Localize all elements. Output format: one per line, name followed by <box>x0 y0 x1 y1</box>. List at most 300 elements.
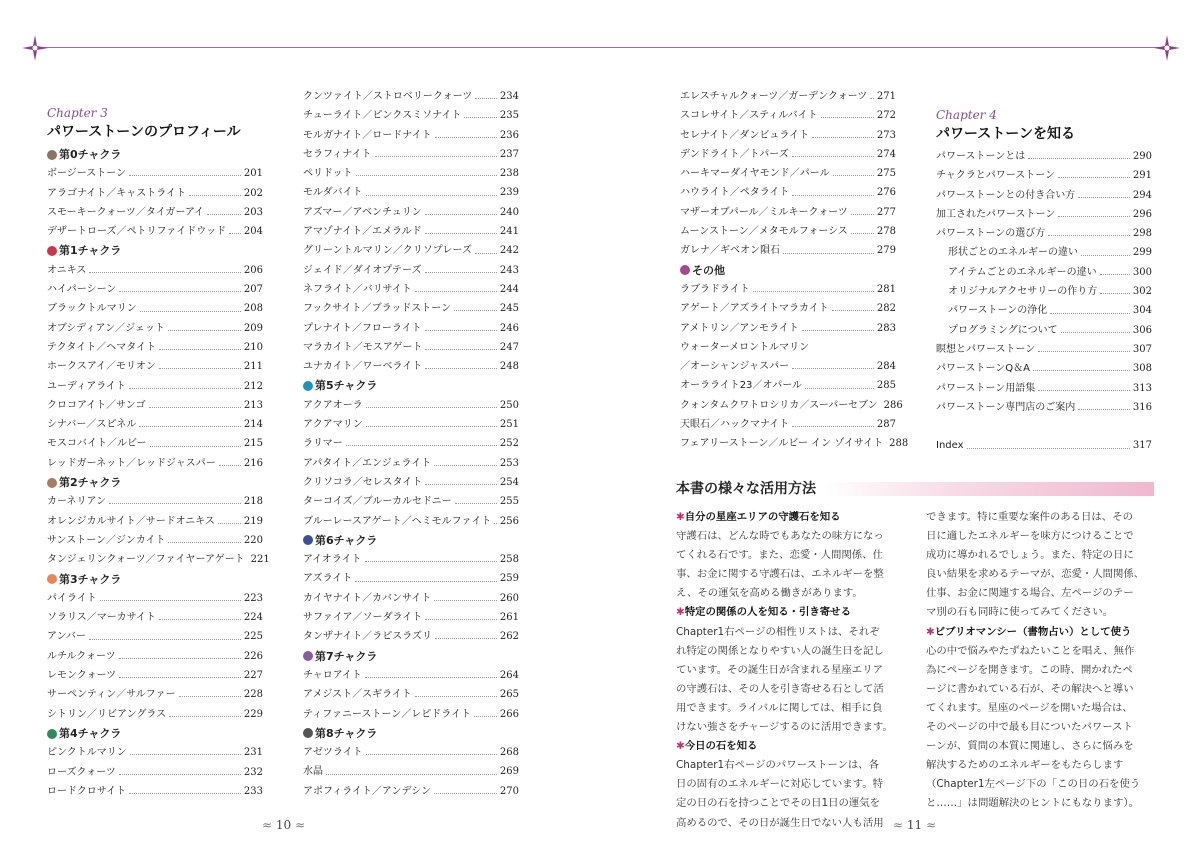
page-number: 209 <box>243 322 263 334</box>
toc-entry[interactable] <box>936 398 1152 417</box>
dot-leader <box>366 407 497 408</box>
usage-subheading <box>676 737 908 756</box>
page-number: 271 <box>876 91 896 102</box>
page-number: 236 <box>499 129 519 141</box>
page-number: 239 <box>499 187 519 199</box>
toc-entry[interactable] <box>303 280 519 299</box>
entry-label: 加工されたパワーストーン <box>936 208 1056 220</box>
page-number: 269 <box>499 766 519 778</box>
entry-label: オリジナルアクセサリーの作り方 <box>948 286 1098 298</box>
page-number: 313 <box>1132 382 1152 394</box>
page-number: 274 <box>876 148 896 160</box>
chakra-heading <box>47 570 263 589</box>
toc-entry[interactable] <box>936 340 1152 359</box>
toc-column-1 <box>47 106 270 801</box>
toc-entry[interactable] <box>47 647 263 666</box>
star-icon: ✱ <box>676 511 685 523</box>
toc-entry[interactable] <box>680 338 896 357</box>
page-number: 296 <box>1132 208 1152 220</box>
entry-label: パワーストーンとは <box>936 151 1026 162</box>
usage-line: と……」は問題解決のヒントにもなります）。 <box>926 797 1140 810</box>
dot-leader <box>1078 197 1130 198</box>
page-number: 255 <box>499 496 519 508</box>
chakra-dot-icon <box>303 651 313 661</box>
folio-right: ≈ 11 ≈ <box>893 818 937 832</box>
page-number: 317 <box>1132 440 1152 452</box>
usage-title-row <box>676 478 1154 500</box>
chakra-heading <box>303 376 519 395</box>
page-number: 272 <box>876 110 896 122</box>
dot-leader <box>415 291 497 292</box>
entry-label: ラリマー <box>303 438 343 450</box>
dot-leader <box>425 214 497 215</box>
chakra-dot-icon <box>47 150 57 160</box>
dot-leader <box>179 696 241 697</box>
entry-label: アポフィライト／アンデシン <box>303 785 432 797</box>
toc-entry[interactable] <box>303 492 519 511</box>
dot-leader <box>434 465 497 466</box>
entry-label: ボージーストーン <box>47 168 127 180</box>
dot-leader <box>455 503 497 504</box>
page-number: 256 <box>499 515 519 527</box>
entry-label: ルチルクォーツ <box>47 650 116 662</box>
toc-entry[interactable] <box>47 492 263 511</box>
toc-entry[interactable] <box>303 454 519 473</box>
entry-label: ハイパーシーン <box>47 284 117 296</box>
entry-label: ハウライト／ペタライト <box>680 187 790 199</box>
toc-entry[interactable] <box>936 166 1152 185</box>
toc-entry[interactable] <box>47 743 263 762</box>
toc-entry[interactable] <box>936 379 1152 398</box>
usage-line: 良い結果を求めるテーマが、恋愛・人間関係、 <box>926 568 1145 581</box>
usage-line: てくれる石です。また、恋愛・人間関係、仕 <box>676 549 883 562</box>
heading-label: 第0チャクラ <box>59 148 122 161</box>
dot-leader <box>1050 313 1130 314</box>
toc-entry[interactable] <box>303 762 519 781</box>
usage-line: れ特定の関係となりやすい人の誕生日を記し <box>676 644 884 657</box>
dot-leader <box>89 639 241 640</box>
usage-line: 日の固有のエネルギーに対応しています。特 <box>676 778 883 791</box>
entry-label: アラゴナイト／キャストライト <box>47 187 186 199</box>
page-number: 219 <box>243 515 263 527</box>
page-number: 241 <box>499 226 519 238</box>
toc-entry[interactable] <box>303 473 519 492</box>
toc-entry[interactable] <box>47 705 263 724</box>
dot-leader <box>119 658 241 659</box>
chakra-dot-icon <box>680 265 690 275</box>
toc-entry[interactable] <box>303 126 519 145</box>
toc-entry[interactable] <box>936 282 1152 301</box>
page-number: 276 <box>876 187 896 199</box>
toc-entry[interactable] <box>303 782 519 801</box>
toc-entry[interactable] <box>680 415 896 434</box>
toc-entry[interactable] <box>47 299 263 318</box>
entry-label: マザーオブパール／ミルキークォーツ <box>680 206 848 218</box>
page-number: 298 <box>1132 228 1152 240</box>
toc-entry[interactable] <box>680 299 896 318</box>
dot-leader <box>1038 351 1130 352</box>
dot-leader <box>218 523 241 524</box>
toc-entry[interactable] <box>303 319 519 338</box>
toc-entry[interactable] <box>936 186 1152 205</box>
page-number: 287 <box>876 419 896 431</box>
toc-entry[interactable] <box>303 743 519 762</box>
toc-entry[interactable] <box>680 396 903 415</box>
entry-label: フェアリーストーン／ルビー イン ゾイサイト <box>680 438 884 450</box>
toc-entry[interactable] <box>680 319 896 338</box>
chakra-dot-icon <box>303 535 313 545</box>
chakra-dot-icon <box>47 729 57 739</box>
entry-label: タンジェリンクォーツ／ファイヤーアゲート <box>47 554 245 566</box>
usage-line: ています。その誕生日が含まれる星座エリア <box>676 663 883 676</box>
heading-label: 第1チャクラ <box>59 244 122 258</box>
dot-leader <box>967 448 1130 449</box>
chakra-heading <box>47 145 263 164</box>
dot-leader <box>792 156 874 157</box>
page-number: 316 <box>1132 401 1152 413</box>
page-number: 245 <box>499 303 519 315</box>
toc-entry[interactable] <box>47 531 263 550</box>
entry-label: デザートローズ／ペトリファイドウッド <box>47 226 227 238</box>
page-number: 243 <box>499 264 519 276</box>
usage-line: けない強さをチャージするのに活用できます。 <box>676 721 893 734</box>
toc-entry[interactable] <box>680 126 896 145</box>
page-number: 261 <box>499 612 519 624</box>
toc-entry[interactable] <box>936 224 1152 243</box>
toc-column-2 <box>303 87 519 801</box>
entry-label: ロードクロサイト <box>47 785 127 797</box>
toc-entry[interactable] <box>47 434 263 453</box>
usage-line: 定の日の石を持つことでその日1日の運気を <box>676 797 881 810</box>
toc-entry[interactable] <box>47 319 263 338</box>
star-icon: ✱ <box>926 625 935 638</box>
dot-leader <box>821 117 874 118</box>
toc-entry[interactable] <box>303 357 519 376</box>
entry-label: デンドライト／トパーズ <box>680 148 789 160</box>
toc-entry[interactable] <box>47 222 263 241</box>
toc-entry[interactable] <box>680 222 896 241</box>
toc-entry[interactable] <box>936 147 1152 166</box>
entry-label: ウォーターメロントルマリン <box>680 341 810 353</box>
toc-entry[interactable] <box>303 106 519 125</box>
usage-right-column <box>926 508 1158 814</box>
toc-entry[interactable] <box>47 666 263 685</box>
toc-entry[interactable] <box>47 415 263 434</box>
toc-entry[interactable] <box>303 415 519 434</box>
entry-label: ／オーシャンジャスパー <box>680 361 790 373</box>
dot-leader <box>119 677 241 678</box>
entry-label: シナバー／スピネル <box>47 419 137 431</box>
dot-leader <box>129 175 241 176</box>
dot-leader <box>356 175 497 176</box>
page-number: 238 <box>499 168 519 180</box>
dot-leader <box>89 272 241 273</box>
chakra-heading <box>47 473 263 492</box>
page-number: 283 <box>876 322 896 334</box>
toc-entry[interactable] <box>680 241 896 260</box>
toc-entry[interactable] <box>303 222 519 241</box>
toc-entry[interactable] <box>47 377 263 396</box>
page-number: 233 <box>243 785 263 797</box>
toc-entry[interactable] <box>936 359 1152 378</box>
entry-label: カーネリアン <box>47 496 107 508</box>
usage-line: 成功に導かれるでしょう。また、特定の日に <box>926 549 1134 562</box>
page-number: 235 <box>499 110 519 122</box>
toc-entry[interactable] <box>47 164 263 183</box>
toc-entry[interactable] <box>303 550 519 569</box>
entry-label: ホークスアイ／モリオン <box>47 361 156 373</box>
page-number: 307 <box>1132 343 1152 355</box>
toc-entry[interactable] <box>680 164 896 183</box>
page-number: 201 <box>243 168 263 180</box>
toc-entry[interactable] <box>680 357 896 376</box>
toc-entry[interactable] <box>47 763 263 782</box>
entry-label: プログラミングについて <box>948 324 1058 336</box>
toc-entry[interactable] <box>47 550 270 569</box>
entry-label: グリーントルマリン／クリソプレーズ <box>303 245 472 257</box>
page-number: 266 <box>499 708 519 720</box>
entry-label: セラフィナイト <box>303 148 372 160</box>
toc-entry[interactable] <box>47 512 263 531</box>
dot-leader <box>792 368 874 369</box>
entry-label: プレナイト／フローライト <box>303 322 422 334</box>
usage-line: の守護石は、その人を引き寄せる石として活 <box>676 682 884 695</box>
toc-entry[interactable] <box>47 357 263 376</box>
heading-label: 第4チャクラ <box>59 726 122 740</box>
usage-line: Chapter1右ページのパワーストーンは、各 <box>676 759 880 772</box>
dot-leader <box>1081 255 1130 256</box>
usage-subheading <box>926 623 1158 642</box>
toc-entry[interactable] <box>47 184 263 203</box>
dot-leader <box>435 137 497 138</box>
toc-entry[interactable] <box>680 87 896 106</box>
entry-label: サーペンティン／サルファー <box>47 689 176 701</box>
toc-entry[interactable] <box>303 145 519 164</box>
folio-left: ≈ 10 ≈ <box>262 818 306 832</box>
page-number: 224 <box>243 612 263 624</box>
toc-entry[interactable] <box>303 203 519 222</box>
heading-label: 第5チャクラ <box>315 379 378 393</box>
dot-leader <box>375 156 497 157</box>
usage-subheading <box>676 603 908 622</box>
toc-entry[interactable] <box>47 338 263 357</box>
heading-label: 第3チャクラ <box>59 572 122 586</box>
entry-label: アンバー <box>47 631 86 643</box>
usage-line: そのページの中で最も目についたパワースト <box>926 721 1133 734</box>
dot-leader <box>425 330 497 331</box>
entry-label: ユナカイト／ワーベライト <box>303 361 423 373</box>
dot-leader <box>792 195 874 196</box>
star-icon: ✱ <box>676 740 685 753</box>
chakra-heading <box>303 724 519 743</box>
dot-leader <box>159 368 241 369</box>
dot-leader <box>219 465 241 466</box>
toc-entry[interactable] <box>303 608 519 627</box>
toc-entry[interactable] <box>936 436 1152 455</box>
usage-line: マ別の石も同時に使ってみてください。 <box>926 606 1114 619</box>
dot-leader <box>425 619 497 620</box>
dot-leader <box>149 407 241 408</box>
toc-entry[interactable] <box>936 243 1152 262</box>
toc-list <box>936 147 1152 456</box>
page-number: 270 <box>499 785 519 797</box>
top-rule <box>40 47 1160 48</box>
toc-entry[interactable] <box>47 589 263 608</box>
page-number: 220 <box>243 534 263 546</box>
dot-leader <box>425 349 497 350</box>
usage-title: 本書の様々な活用方法 <box>676 481 816 497</box>
toc-entry[interactable] <box>303 241 519 260</box>
star-icon: ✱ <box>676 606 685 619</box>
dot-leader <box>169 716 241 717</box>
chakra-heading <box>47 241 263 260</box>
dot-leader <box>366 426 497 427</box>
entry-label: ムーンストーン／メタモルフォーシス <box>680 226 848 238</box>
dot-leader <box>366 195 497 196</box>
dot-leader <box>119 291 241 292</box>
usage-line: え、その運気を高める働きがあります。 <box>676 587 863 600</box>
page-number-right: 11 <box>906 818 923 832</box>
chakra-heading <box>680 261 896 280</box>
toc-entry[interactable] <box>303 569 519 588</box>
toc-entry[interactable] <box>303 164 519 183</box>
toc-entry[interactable] <box>303 512 519 531</box>
entry-label: クンツァイト／ストロベリークォーツ <box>303 91 473 102</box>
dot-leader <box>140 311 241 312</box>
entry-label: エレスチャルクォーツ／ガーデンクォーツ <box>680 91 868 102</box>
toc-entry[interactable] <box>680 106 896 125</box>
dot-leader <box>870 98 874 99</box>
dot-leader <box>139 426 241 427</box>
toc-entry[interactable] <box>303 589 519 608</box>
entry-label: クリソコラ／セレスタイト <box>303 476 423 488</box>
entry-label: 形状ごとのエネルギーの違い <box>948 247 1078 259</box>
toc-entry[interactable] <box>936 263 1152 282</box>
dot-leader <box>475 98 497 99</box>
toc-entry[interactable] <box>303 87 519 106</box>
toc-entry[interactable] <box>303 338 519 357</box>
page-number: 223 <box>243 592 263 604</box>
page-number: 254 <box>499 476 519 488</box>
page-number: 253 <box>499 457 519 469</box>
toc-entry[interactable] <box>936 321 1152 340</box>
toc-entry[interactable] <box>47 396 263 415</box>
entry-label: ユーディアライト <box>47 380 126 392</box>
page-number: 247 <box>499 341 519 353</box>
toc-entry[interactable] <box>47 261 263 280</box>
toc-entry[interactable] <box>303 705 519 724</box>
page-number: 221 <box>250 554 270 566</box>
toc-entry[interactable] <box>936 301 1152 320</box>
dot-leader <box>1100 274 1130 275</box>
page-number: 206 <box>243 264 263 276</box>
toc-column-4 <box>936 108 1152 456</box>
toc-entry[interactable] <box>303 299 519 318</box>
dot-leader <box>129 388 241 389</box>
page-number: 237 <box>499 148 519 160</box>
page-number: 252 <box>499 438 519 450</box>
dot-leader <box>475 253 497 254</box>
dot-leader <box>129 793 241 794</box>
toc-entry[interactable] <box>47 627 263 646</box>
toc-entry[interactable] <box>680 183 896 202</box>
toc-entry[interactable] <box>303 396 519 415</box>
toc-entry[interactable] <box>47 608 263 627</box>
toc-entry[interactable] <box>303 666 519 685</box>
entry-label: アゲート／アズライトマラカイト <box>680 303 829 315</box>
chakra-heading <box>303 531 519 550</box>
usage-line: 日に適したエネルギーを味方につけることで <box>926 530 1134 543</box>
page-number: 248 <box>499 361 519 373</box>
entry-label: シトリン／リビアングラス <box>47 708 167 720</box>
page-number: 214 <box>243 419 263 431</box>
heading-label: 第8チャクラ <box>315 726 378 740</box>
page-number: 231 <box>243 747 263 759</box>
entry-label: ターコイズ／ブルーカルセドニー <box>303 496 452 508</box>
toc-entry[interactable] <box>47 280 263 299</box>
dot-leader <box>434 793 497 794</box>
page-number: 207 <box>243 284 263 296</box>
entry-label: ローズクォーツ <box>47 766 116 778</box>
usage-line: 仕事、お金に関連する場合、左ページのテー <box>926 587 1134 600</box>
entry-label: ジェイド／ダイオプテーズ <box>303 264 422 276</box>
title-gradient-bar <box>824 482 1154 496</box>
page-number: 308 <box>1132 363 1152 375</box>
toc-entry[interactable] <box>303 183 519 202</box>
toc-entry[interactable] <box>47 685 263 704</box>
entry-label: アマゾナイト／エメラルド <box>303 226 422 238</box>
dot-leader <box>1033 370 1130 371</box>
usage-line: 事、お金に関する守護石は、エネルギーを整 <box>676 568 884 581</box>
entry-label: カイヤナイト／カバンサイト <box>303 592 432 604</box>
entry-label: ペリドット <box>303 168 353 180</box>
entry-label: タンザナイト／ラピスラズリ <box>303 631 432 643</box>
entry-label: ネフライト／バリサイト <box>303 283 412 295</box>
page-number: 211 <box>243 361 263 373</box>
subheading-text: ビブリオマンシー（書物占い）として使う <box>934 625 1132 638</box>
ornament-right-icon <box>1152 33 1182 63</box>
entry-label: アズマー／アベンチュリン <box>303 206 422 218</box>
toc-entry[interactable] <box>680 145 896 164</box>
dot-leader <box>425 368 497 369</box>
toc-entry[interactable] <box>680 203 896 222</box>
toc-entry[interactable] <box>303 434 519 453</box>
entry-label: パワーストーンとの付き合い方 <box>936 189 1076 201</box>
toc-entry[interactable] <box>303 627 519 646</box>
dot-leader <box>434 600 497 601</box>
toc-entry[interactable] <box>680 376 896 395</box>
subheading-text: 特定の関係の人を知る・引き寄せる <box>684 606 851 619</box>
toc-entry[interactable] <box>47 454 263 473</box>
page-number: 259 <box>499 573 519 585</box>
toc-entry[interactable] <box>47 782 263 801</box>
toc-entry[interactable] <box>936 205 1152 224</box>
toc-entry[interactable] <box>303 685 519 704</box>
toc-entry[interactable] <box>303 261 519 280</box>
usage-line: ーンが、質問の本質に関連し、さらに悩みを <box>926 740 1134 753</box>
dot-leader <box>805 388 874 389</box>
toc-entry[interactable] <box>47 203 263 222</box>
dot-leader <box>802 330 874 331</box>
toc-entry[interactable] <box>680 280 896 299</box>
toc-list <box>680 87 909 454</box>
entry-label: アイオライト <box>303 554 362 566</box>
chakra-dot-icon <box>303 728 313 738</box>
entry-label: パワーストーンの選び方 <box>936 228 1046 240</box>
usage-line: 心の中で悩みやたずねたいことを唱え、無作 <box>926 644 1135 657</box>
toc-entry[interactable] <box>680 434 909 453</box>
page-number: 284 <box>876 361 896 373</box>
